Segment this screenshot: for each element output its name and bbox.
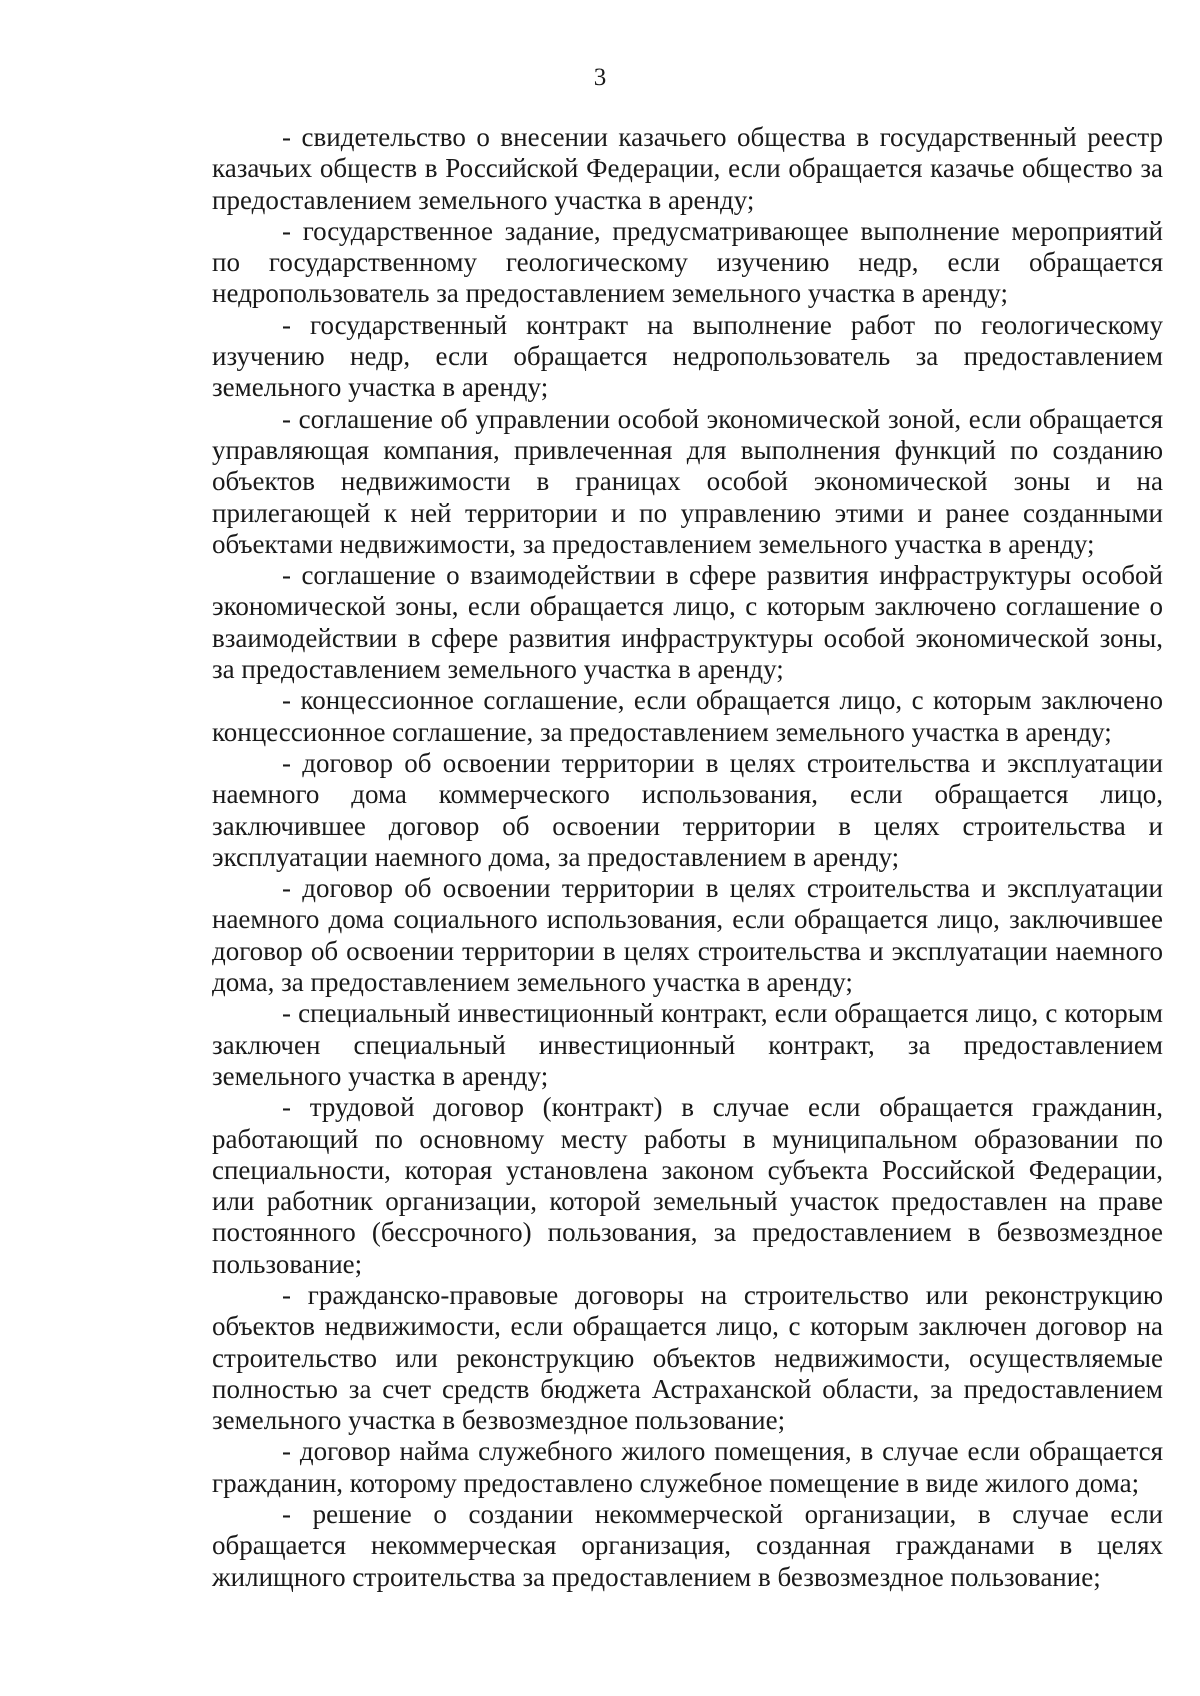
paragraph: - решение о создании некоммерческой организации, в случае если обращается некоммерческая организация, созданная гражданами в целях жилищного строительства за предоставлением в безвозмездное пользование; [212, 1499, 1163, 1592]
paragraph: - свидетельство о внесении казачьего общества в государственный реестр казачьих обществ в Российской Федерации, если обращается казачье общество за предоставлением земельного участка в аренду; [212, 122, 1163, 215]
paragraph: - соглашение о взаимодействии в сфере развития инфраструктуры особой экономической зоны, если обращается лицо, с которым заключено соглашение о взаимодействии в сфере развития инфраструктуры особой экономической зоны, за предоставлением земельного участка в аренду; [212, 560, 1163, 685]
paragraph: - договор найма служебного жилого помещения, в случае если обращается гражданин, которому предоставлено служебное помещение в виде жилого дома; [212, 1436, 1163, 1498]
document-body [212, 122, 1163, 1593]
paragraph: - соглашение об управлении особой экономической зоной, если обращается управляющая компания, привлеченная для выполнения функций по созданию объектов недвижимости в границах особой экономической зоны и на прилегающей к ней территории и по управлению этими и ранее созданными объектами недвижимости, за предоставлением земельного участка в аренду; [212, 403, 1163, 559]
paragraph: - трудовой договор (контракт) в случае если обращается гражданин, работающий по основному месту работы в муниципальном образовании по специальности, которая установлена законом субъекта Российской Федерации, или работник организации, которой земельный участок предоставлен на праве постоянного (бессрочного) пользования, за предоставлением в безвозмездное пользование; [212, 1092, 1163, 1279]
paragraph: - специальный инвестиционный контракт, если обращается лицо, с которым заключен специальный инвестиционный контракт, за предоставлением земельного участка в аренду; [212, 998, 1163, 1091]
paragraph: - концессионное соглашение, если обращается лицо, с которым заключено концессионное соглашение, за предоставлением земельного участка в аренду; [212, 685, 1163, 747]
paragraph: - государственное задание, предусматривающее выполнение мероприятий по государственному геологическому изучению недр, если обращается недропользователь за предоставлением земельного участка в аренду; [212, 215, 1163, 309]
paragraph: - государственный контракт на выполнение работ по геологическому изучению недр, если обращается недропользователь за предоставлением земельного участка в аренду; [212, 309, 1163, 403]
paragraph: - договор об освоении территории в целях строительства и эксплуатации наемного дома коммерческого использования, если обращается лицо, заключившее договор об освоении территории в целях строительства и эксплуатации наемного дома, за предоставлением в аренду; [212, 747, 1163, 872]
paragraph: - гражданско-правовые договоры на строительство или реконструкцию объектов недвижимости, если обращается лицо, с которым заключен договор на строительство или реконструкцию объектов недвижимости, осуществляемые полностью за счет средств бюджета Астраханской области, за предоставлением земельного участка в безвозмездное пользование; [212, 1279, 1163, 1436]
paragraph: - договор об освоении территории в целях строительства и эксплуатации наемного дома социального использования, если обращается лицо, заключившее договор об освоении территории в целях строительства и эксплуатации наемного дома, за предоставлением земельного участка в аренду; [212, 873, 1163, 998]
page-number: 3 [593, 64, 607, 91]
